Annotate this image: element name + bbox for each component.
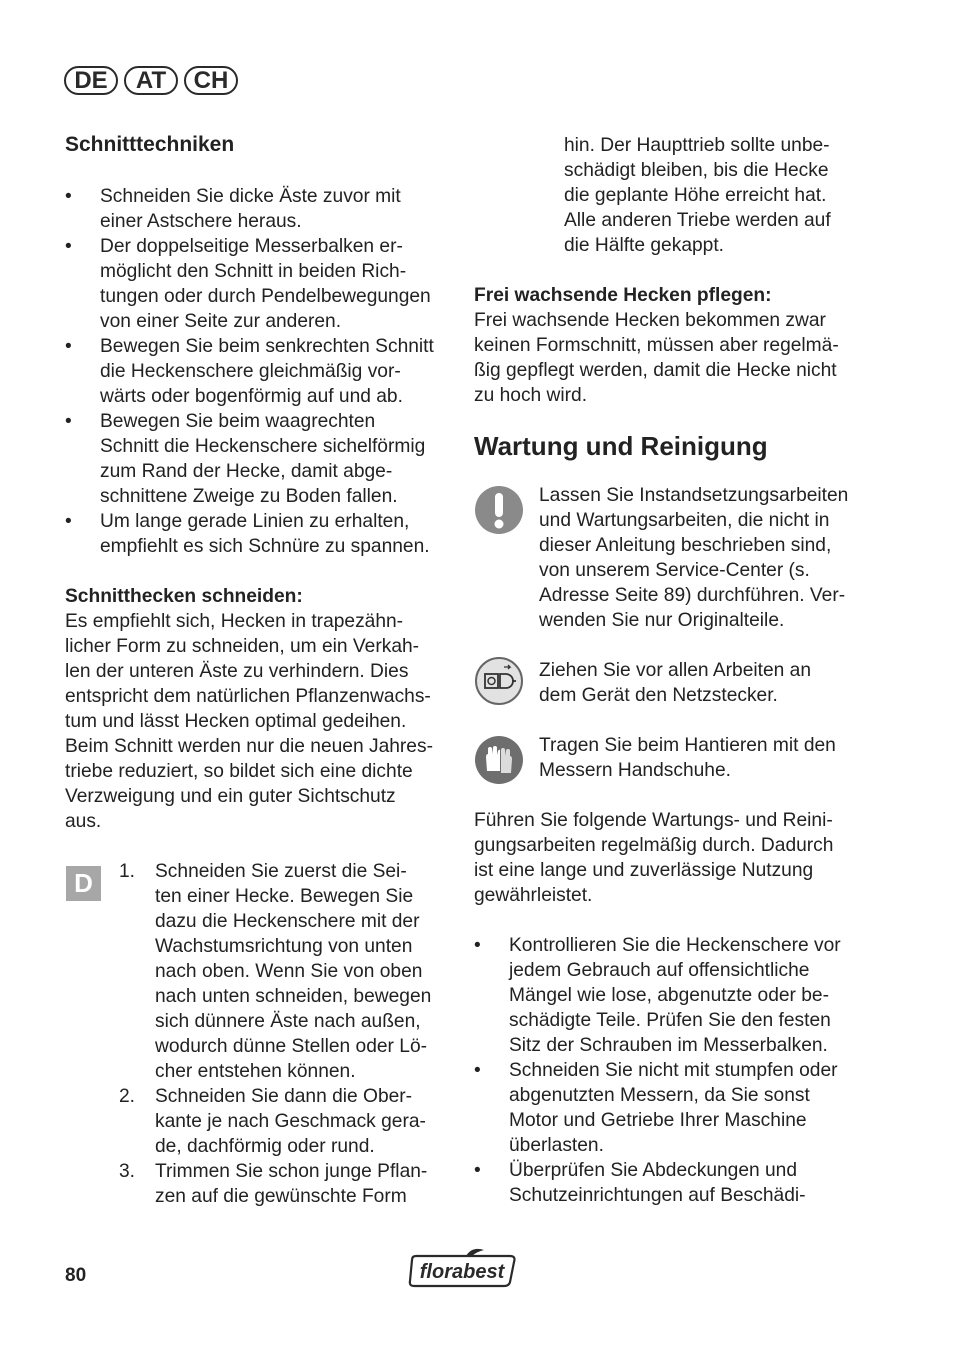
text-line: ten einer Hecke. Bewegen Sie (155, 886, 414, 907)
text-line: nach unten schneiden, bewegen (155, 986, 432, 1007)
paragraph-wartung (474, 808, 874, 908)
text-line: • Überprüfen Sie Abdeckungen und (509, 1160, 798, 1181)
badge-at: AT (124, 66, 178, 95)
text-line: abgenutzten Messern, da Sie sonst (509, 1085, 810, 1106)
text-line: wärts oder bogenförmig auf und ab. (100, 386, 403, 407)
text-line: tum und lässt Hecken optimal gedeihen. (65, 711, 407, 732)
badge-ch: CH (184, 66, 238, 95)
d-marker: D (66, 866, 101, 901)
text-line: empfiehlt es sich Schnüre zu spannen. (100, 536, 430, 557)
notice-service (474, 483, 874, 633)
gloves-icon (474, 735, 524, 785)
text-line: Motor und Getriebe Ihrer Maschine (509, 1110, 807, 1131)
text-line: Alle anderen Triebe werden auf (564, 210, 831, 231)
text-line: hin. Der Haupttrieb sollte unbe- (564, 135, 830, 156)
text-line: zu hoch wird. (474, 385, 588, 406)
text-line: • Um lange gerade Linien zu erhalten, (100, 511, 410, 532)
text-line: • Kontrollieren Sie die Heckenschere vor (509, 935, 841, 956)
text-line: überlasten. (509, 1135, 604, 1156)
text-line: dieser Anleitung beschrieben sind, (539, 535, 832, 556)
text-line: Es empfiehlt sich, Hecken in trapezähn- (65, 611, 404, 632)
text-line: Führen Sie folgende Wartungs- und Reini- (474, 810, 833, 831)
text-line: Frei wachsende Hecken bekommen zwar (474, 310, 826, 331)
right-column (474, 133, 874, 1208)
text-line: Verzweigung und ein guter Sichtschutz (65, 786, 396, 807)
text-line: Adresse Seite 89) durchführen. Ver- (539, 585, 846, 606)
text-line: jedem Gebrauch auf offensichtliche (509, 960, 810, 981)
list-item (474, 933, 874, 1058)
text-line: die Heckenschere gleichmäßig vor- (100, 361, 401, 382)
text-line: Trimmen Sie schon junge Pflan- (155, 1161, 428, 1182)
text-line: triebe reduziert, so bildet sich eine dichte (65, 761, 413, 782)
steps-list (65, 859, 455, 1209)
list-item (65, 1159, 455, 1209)
text-line: ist eine lange und zuverlässige Nutzung (474, 860, 814, 881)
text-line: nach oben. Wenn Sie von oben (155, 961, 423, 982)
text-line: licher Form zu schneiden, um ein Verkah- (65, 636, 420, 657)
text-line: schädigte Teile. Prüfen Sie den festen (509, 1010, 831, 1031)
step-number: 2. (119, 1086, 136, 1107)
text-line: die Hälfte gekappt. (564, 235, 725, 256)
text-line: Lassen Sie Instandsetzungsarbeiten (539, 485, 849, 506)
text-line: de, dachförmig oder rund. (155, 1136, 375, 1157)
text-line: Schnitt die Heckenschere sichelförmig (100, 436, 426, 457)
text-line: einer Astschere heraus. (100, 211, 302, 232)
text-line: möglicht den Schnitt in beiden Rich- (100, 261, 407, 282)
subheading-frei-wachsend: Frei wachsende Hecken pflegen: (474, 285, 772, 306)
language-badges (64, 66, 238, 95)
text-line: • Bewegen Sie beim senkrechten Schnitt (100, 336, 434, 357)
text-line: dem Gerät den Netzstecker. (539, 685, 778, 706)
text-line: tungen oder durch Pendelbewegungen (100, 286, 431, 307)
text-line: ßig gepflegt werden, damit die Hecke nicht (474, 360, 837, 381)
text-line: Mängel wie lose, abgenutzte oder be- (509, 985, 829, 1006)
technique-list (65, 184, 455, 559)
text-line: Tragen Sie beim Hantieren mit den (539, 735, 836, 756)
text-line: schädigt bleiben, bis die Hecke (564, 160, 829, 181)
text-line: Sitz der Schrauben im Messerbalken. (509, 1035, 828, 1056)
text-line: gewährleistet. (474, 885, 593, 906)
text-line: wenden Sie nur Originalteile. (539, 610, 785, 631)
florabest-logo (406, 1248, 518, 1288)
text-line: • Schneiden Sie dicke Äste zuvor mit (100, 186, 401, 207)
text-line: von unserem Service-Center (s. (539, 560, 810, 581)
text-line: Beim Schnitt werden nur die neuen Jahres- (65, 736, 433, 757)
maintenance-list (474, 933, 874, 1208)
step-number: 3. (119, 1161, 136, 1182)
list-item (65, 509, 455, 559)
list-item (65, 859, 455, 1084)
text-line: dazu die Heckenschere mit der (155, 911, 420, 932)
paragraph-continuation (474, 133, 874, 258)
text-line: zum Rand der Hecke, damit abge- (100, 461, 393, 482)
list-item (65, 409, 455, 509)
text-line: aus. (65, 811, 102, 832)
unplug-icon (474, 656, 524, 706)
badge-de: DE (64, 66, 118, 95)
text-line: schnittene Zweige zu Boden fallen. (100, 486, 398, 507)
list-item (474, 1158, 874, 1208)
page-number: 80 (65, 1265, 87, 1286)
text-line: len der unteren Äste zu verhindern. Dies (65, 661, 409, 682)
exclamation-icon (474, 485, 524, 535)
list-item (65, 1084, 455, 1159)
text-line: keinen Formschnitt, müssen aber regelmä- (474, 335, 839, 356)
text-line: gungsarbeiten regelmäßig durch. Dadurch (474, 835, 834, 856)
left-column (65, 131, 455, 1209)
text-line: entspricht dem natürlichen Pflanzenwachs- (65, 686, 431, 707)
paragraph-schnitthecken (65, 609, 455, 834)
text-line: • Bewegen Sie beim waagrechten (100, 411, 376, 432)
paragraph-frei-wachsend (474, 308, 874, 408)
text-line: Schneiden Sie dann die Ober- (155, 1086, 413, 1107)
text-line: • Der doppelseitige Messerbalken er- (100, 236, 403, 257)
list-item (474, 1058, 874, 1158)
subheading-schnitthecken: Schnitthecken schneiden: (65, 586, 303, 607)
text-line: wodurch dünne Stellen oder Lö- (155, 1036, 428, 1057)
logo-text: florabest (419, 1261, 505, 1283)
text-line: Schutzeinrichtungen auf Beschädi- (509, 1185, 806, 1206)
text-line: von einer Seite zur anderen. (100, 311, 342, 332)
list-item (65, 334, 455, 409)
heading-schnitttechniken: Schnitttechniken (65, 133, 235, 156)
text-line: Schneiden Sie zuerst die Sei- (155, 861, 407, 882)
text-line: sich dünnere Äste nach außen, (155, 1011, 421, 1032)
text-line: • Schneiden Sie nicht mit stumpfen oder (509, 1060, 838, 1081)
notice-handschuhe (474, 733, 874, 783)
text-line: zen auf die gewünschte Form (155, 1186, 407, 1207)
list-item (65, 234, 455, 334)
text-line: Ziehen Sie vor allen Arbeiten an (539, 660, 811, 681)
text-line: die geplante Höhe erreicht hat. (564, 185, 827, 206)
heading-wartung: Wartung und Reinigung (474, 431, 768, 461)
text-line: kante je nach Geschmack gera- (155, 1111, 426, 1132)
notice-netzstecker (474, 658, 874, 708)
text-line: und Wartungsarbeiten, die nicht in (539, 510, 830, 531)
list-item (65, 184, 455, 234)
text-line: Messern Handschuhe. (539, 760, 731, 781)
text-line: cher entstehen können. (155, 1061, 356, 1082)
text-line: Wachstumsrichtung von unten (155, 936, 413, 957)
step-number: 1. (119, 861, 136, 882)
